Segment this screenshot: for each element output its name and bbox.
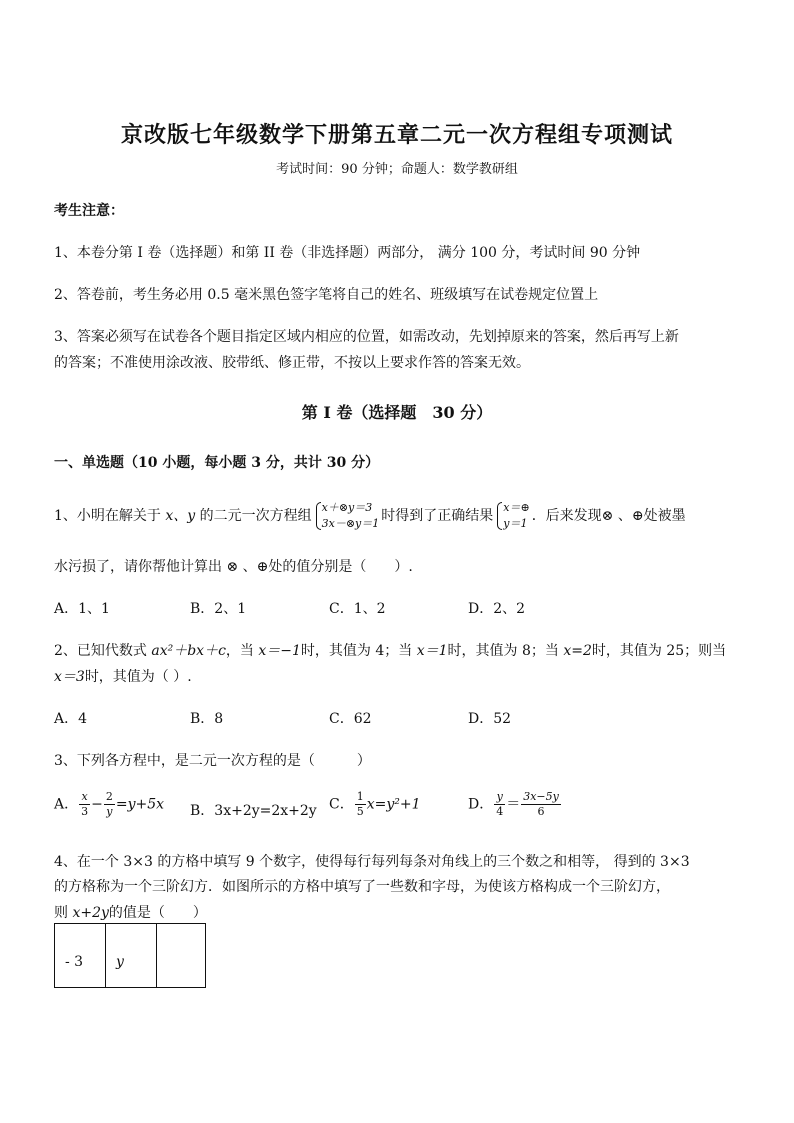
notice-heading: 考生注意： bbox=[54, 203, 124, 219]
q3-option-d-fraction-1 bbox=[494, 790, 505, 819]
magic-square-cell: - 3 bbox=[55, 924, 106, 988]
q3-option-c-label: C． bbox=[329, 796, 354, 813]
question-4-line3 bbox=[54, 902, 207, 922]
q1-equation-system bbox=[314, 500, 380, 532]
question-2-line2 bbox=[54, 666, 192, 686]
q3-option-c-tail: x=y²+1 bbox=[366, 796, 421, 813]
magic-square-grid bbox=[54, 923, 206, 988]
fraction-denominator: 3 bbox=[81, 805, 89, 818]
q4-text-b: 的值是（ ） bbox=[108, 905, 207, 921]
q3-option-d-equals: ＝ bbox=[506, 796, 521, 813]
q2-text-c: 时，其值为 4；当 bbox=[300, 643, 417, 659]
q1-option-b[interactable]: B．2、1 bbox=[190, 601, 247, 617]
question-1-line2: 水污损了，请你帮他计算出 ⊗ 、⊕处的值分别是（ ）. bbox=[54, 559, 413, 575]
exam-subtitle: 考试时间：90 分钟；命题人：数学教研组 bbox=[276, 162, 518, 177]
question-4-line2: 的方格称为一个三阶幻方．如图所示的方格中填写了一些数和字母，为使该方格构成一个三阶幻方， bbox=[54, 879, 670, 895]
section1-heading: 一、单选题（10 小题，每小题 3 分，共计 30 分） bbox=[54, 455, 380, 471]
q2-text-d: 时，其值为 8；当 bbox=[447, 643, 564, 659]
q2-condition-3: x=2 bbox=[563, 643, 592, 659]
q3-option-a-fraction-1 bbox=[79, 790, 90, 819]
fraction-denominator: 4 bbox=[496, 805, 504, 818]
q2-condition-2: x＝1 bbox=[416, 643, 448, 659]
q3-option-b[interactable]: B．3x+2y=2x+2y bbox=[190, 803, 317, 819]
q3-option-a-tail: =y+5x bbox=[115, 796, 165, 813]
question-3: 3、下列各方程中，是二元一次方程的是（ ） bbox=[54, 753, 371, 769]
q2-option-d[interactable]: D．52 bbox=[468, 711, 512, 727]
question-1-line1 bbox=[54, 500, 686, 532]
q4-text-a: 则 bbox=[54, 905, 73, 921]
part1-title: 第 I 卷（选择题 30 分） bbox=[301, 403, 493, 422]
q2-option-b[interactable]: B．8 bbox=[190, 711, 224, 727]
q1-solution-eq2: y＝1 bbox=[503, 517, 528, 530]
fraction-numerator: 3x−5y bbox=[523, 790, 559, 803]
q2-option-a[interactable]: A．4 bbox=[54, 711, 88, 727]
q3-option-a[interactable]: A． $\frac{x}{3}$ − $\frac{2}{y}$ =y+5x bbox=[54, 790, 165, 818]
magic-square-row bbox=[55, 924, 206, 988]
notice-item-3-line1: 3、答案必须写在试卷各个题目指定区域内相应的位置，如需改动，先划掉原来的答案，然后再写上新 bbox=[54, 329, 679, 345]
q1-text-c: 时得到了正确结果 bbox=[381, 508, 494, 524]
q2-option-c[interactable]: C．62 bbox=[329, 711, 372, 727]
notice-item-2: 2、答卷前，考生务必用 0.5 毫米黑色签字笔将自己的姓名、班级填写在试卷规定位置上 bbox=[54, 287, 599, 303]
notice-item-3-line2: 的答案；不准使用涂改液、胶带纸、修正带，不按以上要求作答的答案无效。 bbox=[54, 355, 530, 371]
q2-text-e: 时，其值为 25；则当 bbox=[591, 643, 727, 659]
magic-square-cell bbox=[157, 924, 206, 988]
fraction-denominator: 6 bbox=[537, 805, 545, 818]
q3-option-c-fraction bbox=[355, 790, 366, 819]
fraction-numerator: x bbox=[79, 790, 90, 805]
q1-system-eq2: 3x－⊗y＝1 bbox=[321, 517, 380, 530]
q2-condition-4: x＝3 bbox=[54, 669, 85, 685]
q1-text-b: 的二元一次方程组 bbox=[195, 508, 312, 524]
q3-option-a-label: A． bbox=[54, 796, 79, 813]
q1-text-a: 1、小明在解关于 bbox=[54, 508, 166, 524]
q2-text-b: ，当 bbox=[225, 643, 259, 659]
q2-expression: ax²＋bx＋c bbox=[151, 643, 226, 659]
q1-option-a[interactable]: A．1、1 bbox=[54, 601, 110, 617]
fraction-denominator: y bbox=[106, 805, 113, 818]
q1-option-c[interactable]: C．1、2 bbox=[329, 601, 386, 617]
question-4-line1: 4、在一个 3×3 的方格中填写 9 个数字，使得每行每列每条对角线上的三个数之和相等， 得到的 3×3 bbox=[54, 854, 690, 870]
fraction-numerator: y bbox=[494, 790, 505, 805]
magic-square-cell: y bbox=[106, 924, 157, 988]
q1-system-eq1: x＋⊗y＝3 bbox=[321, 501, 373, 514]
q3-option-d-fraction-2 bbox=[521, 790, 561, 819]
fraction-numerator: 1 bbox=[356, 790, 364, 803]
q1-vars: x、y bbox=[165, 508, 196, 524]
fraction-numerator: 2 bbox=[105, 790, 113, 803]
q2-condition-1: x＝−1 bbox=[258, 643, 301, 659]
exam-title: 京改版七年级数学下册第五章二元一次方程组专项测试 bbox=[120, 122, 673, 148]
q4-expression: x+2y bbox=[72, 905, 109, 921]
q1-text-d: ．后来发现⊗ 、⊕处被墨 bbox=[531, 508, 686, 524]
q2-text-a: 2、已知代数式 bbox=[54, 643, 152, 659]
q3-option-d-label: D． bbox=[468, 796, 494, 813]
q3-option-a-fraction-2 bbox=[104, 790, 115, 819]
q1-option-d[interactable]: D．2、2 bbox=[468, 601, 526, 617]
fraction-denominator: 5 bbox=[356, 805, 364, 818]
question-2-line1 bbox=[54, 640, 726, 660]
q1-solution-eq1: x＝⊕ bbox=[503, 501, 530, 514]
q3-option-d[interactable] bbox=[468, 790, 562, 819]
q2-text-f: 时，其值为（ ）. bbox=[84, 669, 192, 685]
notice-item-1: 1、本卷分第 I 卷（选择题）和第 II 卷（非选择题）两部分， 满分 100 分，考试时间 90 分钟 bbox=[54, 245, 641, 261]
q1-solution-system bbox=[495, 500, 529, 532]
q3-option-c[interactable] bbox=[329, 790, 421, 819]
